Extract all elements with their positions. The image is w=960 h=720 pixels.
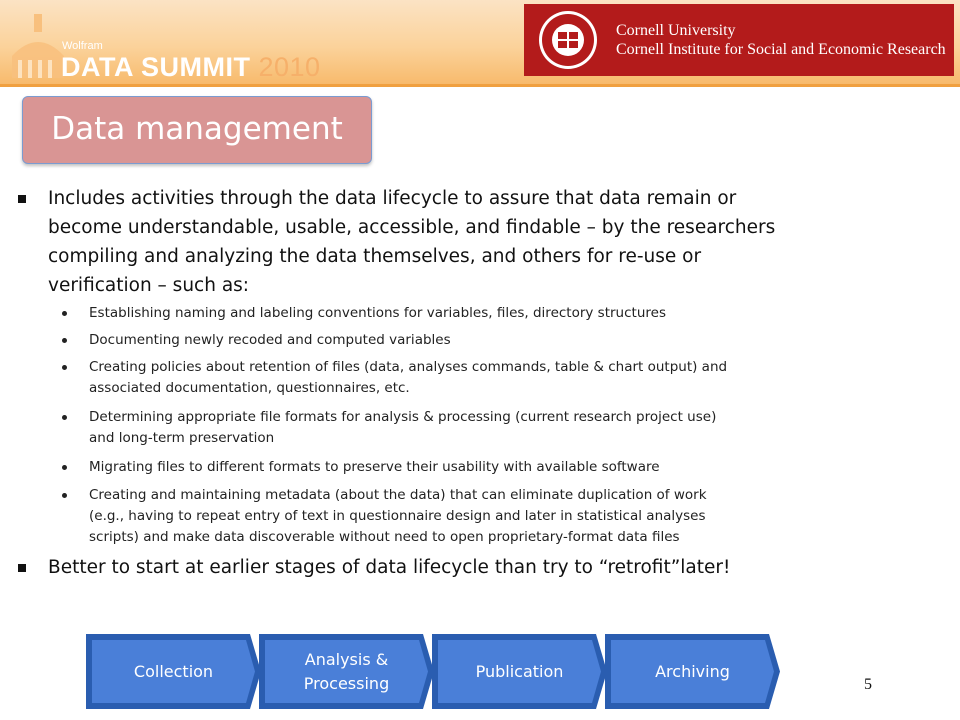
university-name: Cornell University <box>616 22 736 39</box>
summit-logo-text <box>61 52 321 83</box>
stage-label-line: Collection <box>133 661 214 681</box>
sub-bullet-line: Establishing naming and labeling conventions for variables, files, directory structures <box>89 305 666 321</box>
lifecycle-stage-publication <box>432 634 607 709</box>
square-bullet-icon <box>18 195 26 203</box>
bullet-line: compiling and analyzing the data themselves, and others for re-use or <box>48 246 702 267</box>
lifecycle-stage-archiving <box>605 634 780 709</box>
bullet-line: verification – such as: <box>48 275 250 296</box>
stage-label <box>615 634 770 709</box>
stage-label <box>96 634 251 709</box>
title-box <box>22 96 372 164</box>
page-number: 5 <box>864 676 872 693</box>
summit-word: DATA SUMMIT <box>61 52 251 82</box>
stage-label-line: Publication <box>475 661 564 681</box>
capitol-dome-icon <box>8 8 68 78</box>
sub-bullet-line: (e.g., having to repeat entry of text in questionnaire design and later in statistical analyses <box>89 508 706 524</box>
round-bullet-icon <box>62 415 67 420</box>
header-banner <box>0 0 960 86</box>
sub-bullet-line: Migrating files to different formats to preserve their usability with available software <box>89 459 660 475</box>
stage-label-line: Analysis & <box>304 649 389 669</box>
sub-bullet-line: associated documentation, questionnaires, etc. <box>89 380 410 396</box>
bullet-line: Better to start at earlier stages of data lifecycle than try to “retrofit”later! <box>48 557 731 578</box>
sub-bullet-line: Determining appropriate file formats for analysis & processing (current research project use) <box>89 409 717 425</box>
bullet-line: Includes activities through the data lifecycle to assure that data remain or <box>48 188 737 209</box>
stage-label <box>269 634 424 709</box>
sub-bullet-line: Documenting newly recoded and computed variables <box>89 332 451 348</box>
wolfram-brand: Wolfram <box>62 40 103 52</box>
header-divider <box>0 84 960 87</box>
stage-label-line: Processing <box>303 673 390 693</box>
sub-bullet-line: and long-term preservation <box>89 430 275 446</box>
slide-title: Data management <box>51 111 343 147</box>
institute-name: Cornell Institute for Social and Economic Research <box>616 41 946 58</box>
cornell-seal-icon <box>538 10 598 70</box>
sub-bullet-line: scripts) and make data discoverable without need to open proprietary-format data files <box>89 529 680 545</box>
lifecycle-stage-collection <box>86 634 261 709</box>
round-bullet-icon <box>62 338 67 343</box>
lifecycle-stage-analysis <box>259 634 434 709</box>
square-bullet-icon <box>18 564 26 572</box>
summit-year: 2010 <box>258 52 321 82</box>
sub-bullet-line: Creating policies about retention of files (data, analyses commands, table & chart output) and <box>89 359 728 375</box>
bullet-line: become understandable, usable, accessible, and findable – by the researchers <box>48 217 776 238</box>
stage-label-line: Archiving <box>655 661 730 681</box>
cornell-banner <box>524 4 954 76</box>
sub-bullet-line: Creating and maintaining metadata (about the data) that can eliminate duplication of work <box>89 487 707 503</box>
round-bullet-icon <box>62 465 67 470</box>
round-bullet-icon <box>62 493 67 498</box>
round-bullet-icon <box>62 365 67 370</box>
stage-label <box>442 634 597 709</box>
round-bullet-icon <box>62 311 67 316</box>
